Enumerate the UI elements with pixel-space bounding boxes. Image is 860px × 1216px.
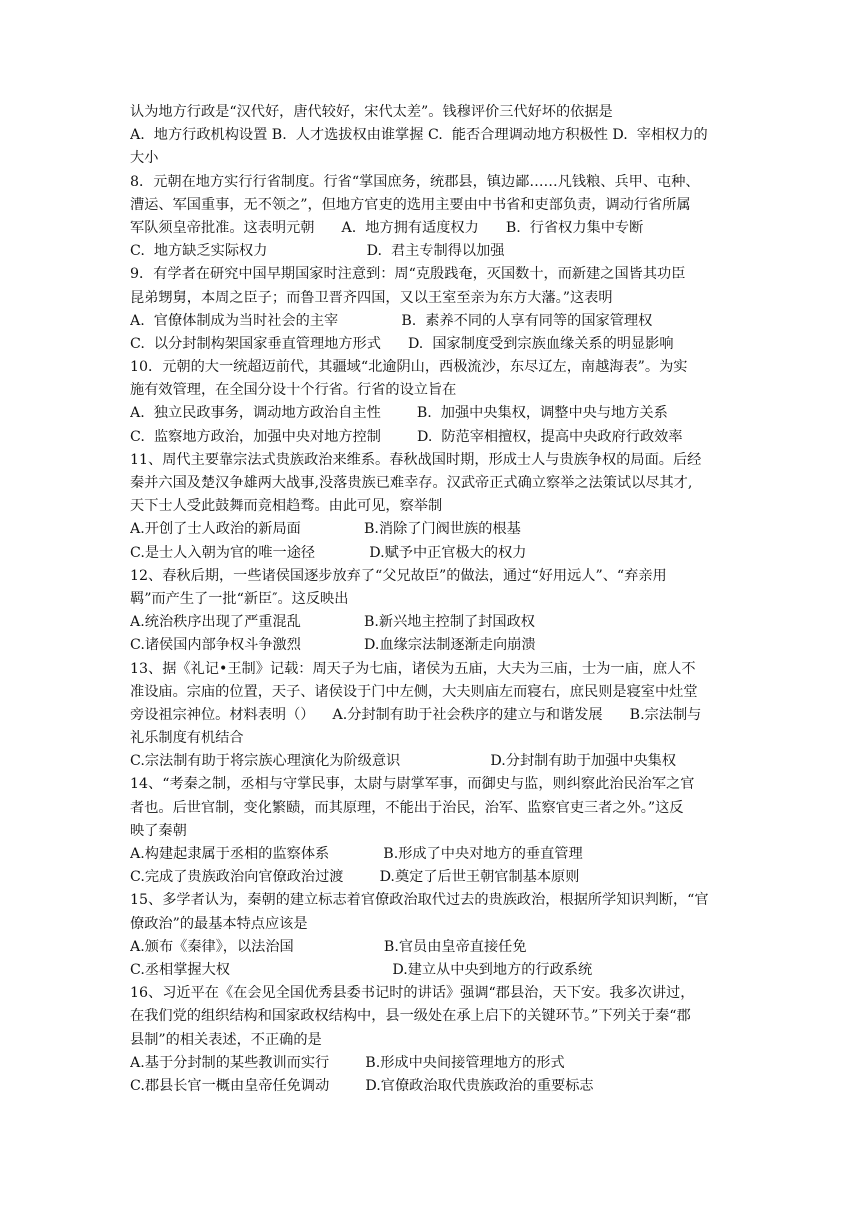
text-line: 旁设祖宗神位。材料表明（） A.分封制有助于社会秩序的建立与和谐发展 B.宗法制与 [130, 706, 702, 723]
text-line: 大小 [130, 150, 159, 167]
text-line: C.完成了贵族政治向官僚政治过渡 D.奠定了后世王朝官制基本原则 [130, 869, 580, 886]
text-line: A. 独立民政事务，调动地方政治自主性 B. 加强中央集权，调整中央与地方关系 [130, 405, 668, 422]
text-line: A.开创了士人政治的新局面 B.消除了门阀世族的根基 [130, 521, 521, 538]
text-line: 10．元朝的大一统超迈前代，其疆域“北逾阴山，西极流沙，东尽辽左，南越海表”。为实 [130, 359, 688, 376]
text-line: A.构建起隶属于丞相的监察体系 B.形成了中央对地方的垂直管理 [130, 846, 583, 862]
text-line: C.丞相掌握大权 D.建立从中央到地方的行政系统 [130, 961, 593, 978]
text-line: 准设庙。宗庙的位置，天子、诸侯设于门中左侧，大夫则庙左而寝右，庶民则是寝室中灶堂 [130, 683, 698, 700]
text-line: 8．元朝在地方实行行省制度。行省“掌国庶务，统郡县，镇边鄙……凡钱粮、兵甲、屯种、 [130, 173, 700, 190]
text-line: 军队须皇帝批准。这表明元朝 A. 地方拥有适度权力 B. 行省权力集中专断 [130, 219, 644, 236]
text-line: 漕运、军国重事，无不领之”，但地方官吏的选用主要由中书省和吏部负责，调动行省所属 [130, 196, 691, 213]
text-line: 认为地方行政是“汉代好，唐代较好，宋代太差”。钱穆评价三代好坏的依据是 [130, 104, 613, 120]
text-line: 羁”而产生了一批“新臣″。这反映出 [130, 590, 349, 607]
text-line: 昆弟甥舅，本周之臣子；而鲁卫晋齐四国，又以王室至亲为东方大藩。”这表明 [130, 289, 613, 306]
text-line: A.基于分封制的某些教训而实行 B.形成中央间接管理地方的形式 [130, 1054, 565, 1071]
text-line: 12、春秋后期，一些诸侯国逐步放弃了“父兄故臣”的做法，通过“好用远人”、“弃亲用 [130, 567, 667, 584]
text-line: C.是士人入朝为官的唯一途径 D.赋予中正官极大的权力 [130, 544, 527, 561]
text-line: C.郡县长官一概由皇帝任免调动 D.官僚政治取代贵族政治的重要标志 [130, 1077, 594, 1094]
text-line: 僚政治”的最基本特点应该是 [130, 915, 308, 932]
text-line: C. 地方缺乏实际权力 D. 君主专制得以加强 [130, 243, 505, 260]
text-line: 天下士人受此鼓舞而竞相趋骛。由此可见，察举制 [130, 498, 443, 515]
text-line: A.颁布《秦律》，以法治国 B.官员由皇帝直接任免 [130, 938, 527, 955]
text-line: C. 监察地方政治，加强中央对地方控制 D. 防范宰相擅权，提高中央政府行政效率 [130, 428, 683, 445]
text-line: 16、习近平在《在会见全国优秀县委书记时的讲话》强调“郡县治，天下安。我多次讲过， [130, 985, 695, 1002]
text-line: 11、周代主要靠宗法式贵族政治来维系。春秋战国时期，形成士人与贵族争权的局面。后经 [130, 451, 702, 468]
text-line: 秦并六国及楚汉争雄两大战事,没落贵族已难幸存。汉武帝正式确立察举之法策试以尽其才, [130, 475, 693, 491]
text-line: 14、“考秦之制，丞相与守掌民事，太尉与尉掌军事，而御史与监，则纠察此治民治军之官 [130, 776, 695, 793]
text-line: C.诸侯国内部争权斗争激烈 D.血缘宗法制逐渐走向崩溃 [130, 637, 536, 654]
text-line: 施有效管理，在全国分设十个行省。行省的设立旨在 [130, 382, 457, 399]
text-line: 者也。后世官制，变化繁赜，而其原理，不能出于治民，治军、监察官吏三者之外。”这反 [130, 799, 684, 816]
text-line: 县制”的相关表述，不正确的是 [130, 1031, 322, 1048]
text-line: A. 地方行政机构设置 B. 人才选拔权由谁掌握 C. 能否合理调动地方积极性 D. 宰相权力的 [130, 127, 708, 144]
text-line: 15、多学者认为，秦朝的建立标志着官僚政治取代过去的贵族政治，根据所学知识判断，“官 [130, 892, 709, 909]
text-line: A.统治秩序出现了严重混乱 B.新兴地主控制了封国政权 [130, 614, 535, 631]
text-line: C. 以分封制构架国家垂直管理地方形式 D. 国家制度受到宗族血缘关系的明显影响 [130, 335, 674, 352]
text-line: 13、据《礼记•王制》记载：周天子为七庙，诸侯为五庙，大夫为三庙，士为一庙，庶人不 [130, 660, 696, 677]
text-line: 9．有学者在研究中国早期国家时注意到：周“克殷践奄，灭国数十，而新建之国皆其功臣 [130, 266, 686, 283]
text-line: 礼乐制度有机结合 [130, 730, 244, 747]
text-line: 映了秦朝 [130, 822, 187, 839]
text-line: 在我们党的组织结构和国家政权结构中，县一级处在承上启下的关键环节。”下列关于秦“郡 [130, 1008, 691, 1025]
text-line: C.宗法制有助于将宗族心理演化为阶级意识 D.分封制有助于加强中央集权 [130, 753, 677, 770]
text-line: A. 官僚体制成为当时社会的主宰 B. 素养不同的人享有同等的国家管理权 [130, 312, 653, 329]
